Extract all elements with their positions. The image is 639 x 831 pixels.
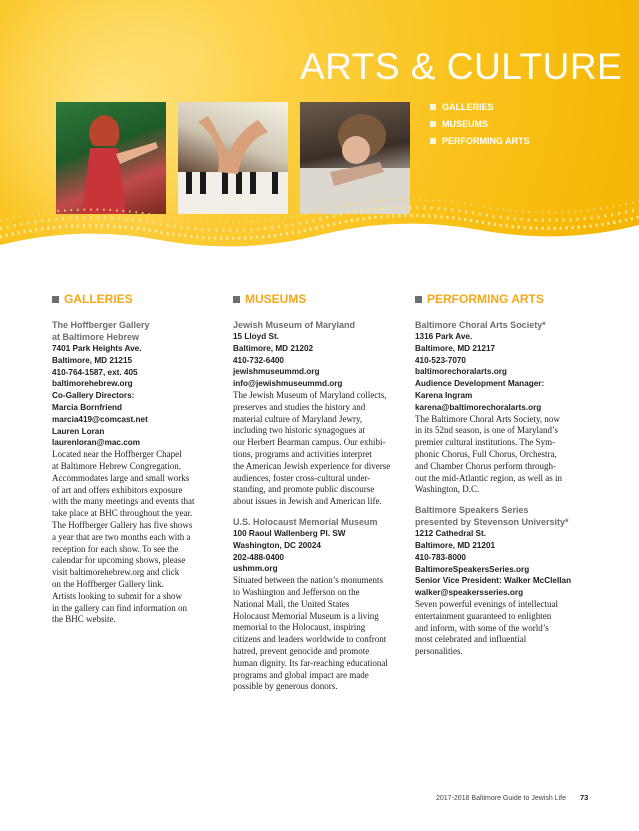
org-name: Baltimore Speakers Series: [415, 505, 529, 516]
org-name: U.S. Holocaust Memorial Museum: [233, 516, 378, 527]
square-bullet-icon: [430, 121, 436, 127]
org-name: The Hoffberger Gallery: [52, 320, 150, 330]
galleries-column: [52, 292, 230, 626]
phone: 410-523-7070: [415, 355, 466, 365]
publication-name: 2017-2018 Baltimore Guide to Jewish Life: [436, 795, 566, 802]
email: marcia419@comcast.net: [52, 414, 148, 424]
description: The Jewish Museum of Maryland collects, preserves and studies the history and material culture of Maryland Jewry, including two historic synagogues at our Herbert Bearman campus. Our exhibi- tions, programs and activities interpret the American Jewish experience for diverse audiences, foster cross-cultural under- standing, and promote public discourse about issues in Jewish and American life.: [233, 389, 391, 507]
email: info@jewishmuseummd.org: [233, 379, 343, 389]
address-line: 100 Raoul Wallenberg Pl. SW: [233, 528, 346, 538]
website: BaltimoreSpeakersSeries.org: [415, 564, 530, 574]
city-line: Baltimore, MD 21215: [52, 355, 133, 365]
description: Seven powerful evenings of intellectual entertainment guaranteed to enlighten and inform, with some of the world’s most celebrated and influential personalities.: [415, 598, 558, 657]
address-line: 1212 Cathedral St.: [415, 529, 486, 539]
phone: 410-783-8000: [415, 552, 466, 562]
org-name: Jewish Museum of Maryland: [233, 320, 356, 330]
address-line: 1316 Park Ave.: [415, 332, 473, 341]
contact-name: Karena Ingram: [415, 390, 473, 400]
org-name: Baltimore Choral Arts Society*: [415, 320, 546, 330]
page-title: ARTS & CULTURE: [300, 46, 623, 87]
square-bullet-icon: [52, 296, 59, 303]
header-banner: [0, 0, 639, 290]
nav-item-galleries: GALLERIES: [430, 98, 530, 115]
email: laurenloran@mac.com: [52, 438, 141, 448]
city-line: Baltimore, MD 21217: [415, 343, 496, 353]
galleries-heading: GALLERIES: [52, 292, 230, 306]
email: karena@baltimorechoralarts.org: [415, 402, 542, 412]
address-line: 7401 Park Heights Ave.: [52, 344, 142, 353]
org-name: presented by Stevenson University*: [415, 517, 569, 528]
museums-heading: MUSEUMS: [233, 292, 411, 306]
city-line: Baltimore, MD 21201: [415, 540, 496, 550]
performing-arts-column: [415, 292, 599, 658]
nav-item-museums: MUSEUMS: [430, 115, 530, 132]
description: Located near the Hoffberger Chapel at Baltimore Hebrew Congregation. Accommodates large and small works of art and offers exhibitors exposure with the many meetings and events that take place at BHC throughout the year. The Hoffberger Gallery has five shows a year that are two months each with a reception for each show. To see the calendar for upcoming shows, please visit baltimorehebrew.org and click on the Hoffberger Gallery link. Artists looking to submit for a show in the gallery can find information on the BHC website.: [52, 449, 195, 625]
phone: 202-488-0400: [233, 552, 284, 562]
contact-name: Marcia Bornfriend: [52, 402, 123, 412]
contact-title: Senior Vice President: Walker McClellan: [415, 576, 572, 586]
square-bullet-icon: [430, 104, 436, 110]
address-line: 15 Lloyd St.: [233, 332, 279, 341]
website: baltimorehebrew.org: [52, 379, 133, 389]
website: jewishmuseummd.org: [233, 367, 320, 377]
city-line: Washington, DC 20024: [233, 540, 321, 550]
contact-title: Co-Gallery Directors:: [52, 391, 135, 401]
page-number: 73: [579, 793, 589, 802]
performing-arts-heading: PERFORMING ARTS: [415, 292, 599, 306]
page-footer: [436, 793, 588, 802]
spacer: [415, 496, 599, 504]
section-nav: [430, 98, 530, 149]
email: walker@speakersseries.org: [415, 588, 524, 598]
website: ushmm.org: [233, 564, 278, 574]
website: baltimorechoralarts.org: [415, 367, 507, 377]
spacer: [233, 508, 411, 516]
city-line: Baltimore, MD 21202: [233, 343, 314, 353]
contact-name: Lauren Loran: [52, 426, 105, 436]
contact-title: Audience Development Manager:: [415, 379, 545, 389]
nav-item-performing-arts: PERFORMING ARTS: [430, 132, 530, 149]
square-bullet-icon: [415, 296, 422, 303]
phone: 410-764-1587, ext. 405: [52, 367, 138, 377]
phone: 410-732-6400: [233, 355, 284, 365]
dotted-wave-decoration: [0, 195, 639, 290]
description: Situated between the nation’s monuments to Washington and Jefferson on the National Mall, the United States Holocaust Memorial Museum is a living memorial to the Holocaust, inspiring citizens and leaders worldwide to confront hatred, prevent genocide and promote human dignity. Its far-reaching educational programs and global impact are made possible by generous donors.: [233, 575, 388, 692]
museums-column: [233, 292, 411, 693]
org-name: at Baltimore Hebrew: [52, 332, 140, 342]
square-bullet-icon: [233, 296, 240, 303]
description: The Baltimore Choral Arts Society, now in its 52nd season, is one of Maryland’s premier cultural institutions. The Sym- phonic Chorus, Full Chorus, Orchestra, and Chamber Chorus perform through- out the mid-Atlantic region, as well as in Washington, D.C.: [415, 413, 562, 495]
square-bullet-icon: [430, 138, 436, 144]
